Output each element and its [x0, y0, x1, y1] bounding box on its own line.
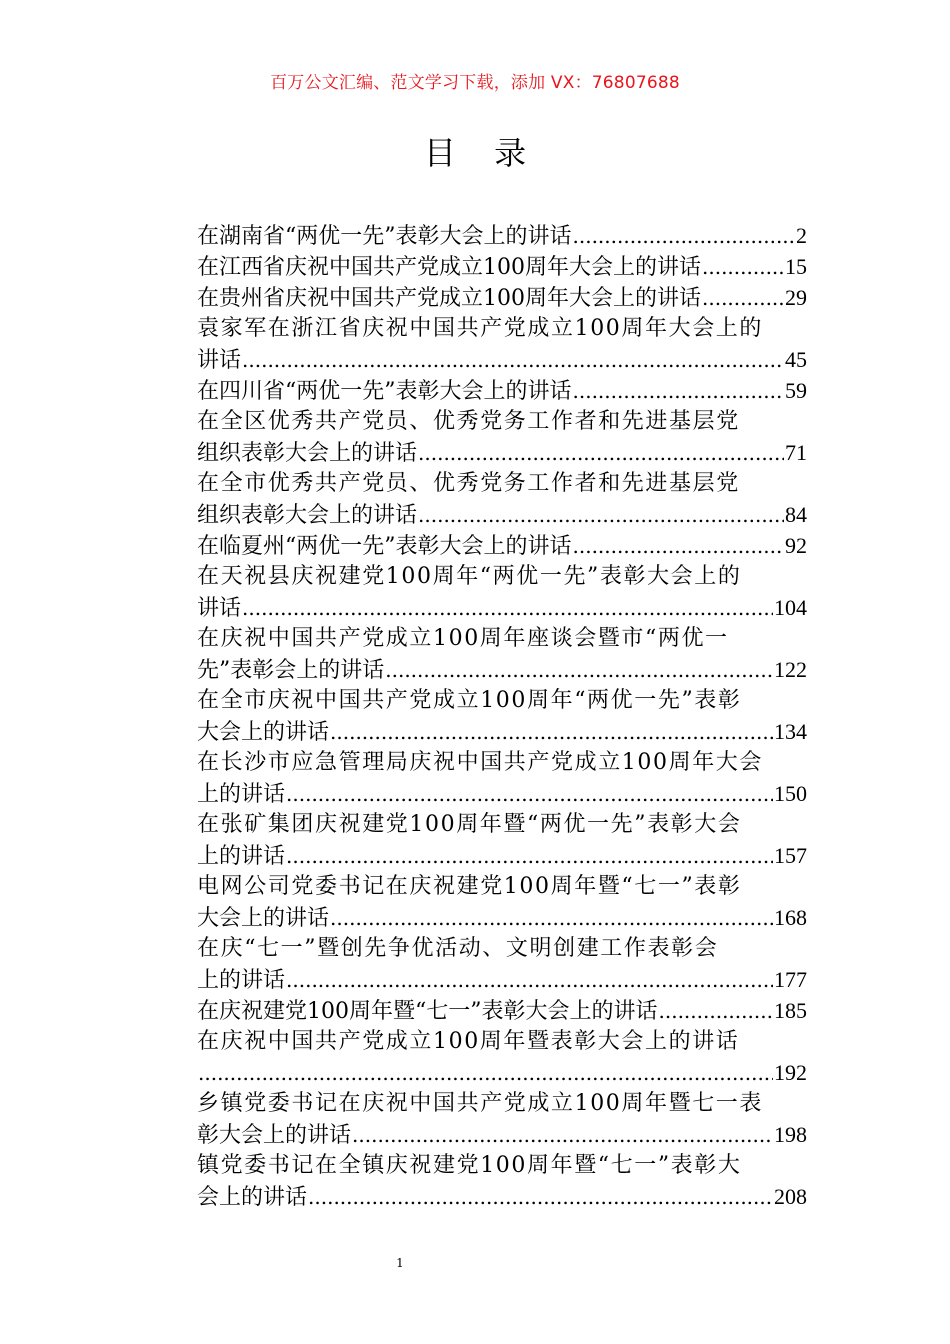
toc-entry[interactable]: [197, 375, 807, 406]
toc-entry-line2[interactable]: [197, 716, 807, 747]
toc-entry-line2[interactable]: [197, 1057, 807, 1088]
header-banner: 百万公文汇编、范文学习下载，添加 VX：76807688: [270, 73, 680, 93]
toc-entry-page: 29: [785, 285, 807, 310]
toc-entry-title: 在全市庆祝中国共产党成立100周年“两优一先”表彰: [197, 688, 742, 713]
toc-entry-title: 镇党委书记在全镇庆祝建党100周年暨“七一”表彰大: [197, 1153, 742, 1178]
toc-entry-title: 袁家军在浙江省庆祝中国共产党成立100周年大会上的: [197, 316, 763, 341]
toc-entry-title-cont: 彰大会上的讲话: [197, 1123, 352, 1148]
toc-entry-title-cont: 组织表彰大会上的讲话: [197, 503, 418, 528]
toc-entry-title-cont: 讲话: [197, 348, 242, 373]
toc-entry-page: 150: [774, 781, 807, 806]
toc-leader-dots: [308, 1182, 773, 1212]
toc-entry-line1[interactable]: [197, 871, 807, 902]
toc-leader-dots: [659, 996, 774, 1026]
toc-entry-line2[interactable]: [197, 964, 807, 995]
page-number: 1: [396, 1256, 404, 1270]
toc-entry-line1[interactable]: [197, 1026, 807, 1057]
table-of-contents: [197, 220, 807, 1212]
toc-leader-dots: [286, 779, 773, 809]
toc-entry-page: 185: [774, 998, 807, 1023]
toc-entry-page: 104: [774, 595, 807, 620]
toc-entry-page: 208: [774, 1184, 807, 1209]
toc-entry[interactable]: [197, 220, 807, 251]
toc-entry-title-cont: 组织表彰大会上的讲话: [197, 441, 418, 466]
toc-entry-line2[interactable]: [197, 840, 807, 871]
toc-leader-dots: [702, 283, 784, 313]
toc-entry-title: 在庆祝建党100周年暨“七一”表彰大会上的讲话: [197, 999, 658, 1024]
toc-entry-title-cont: 大会上的讲话: [197, 906, 330, 931]
toc-entry-title-cont: 上的讲话: [197, 968, 286, 993]
toc-entry-line2[interactable]: [197, 592, 807, 623]
toc-entry-page: 92: [785, 533, 807, 558]
toc-entry-line2[interactable]: [197, 437, 807, 468]
toc-leader-dots: [418, 500, 784, 530]
toc-entry-line2[interactable]: [197, 1119, 807, 1150]
toc-leader-dots: [352, 1120, 773, 1150]
toc-entry-page: 71: [785, 440, 807, 465]
toc-entry-title-cont: 讲话: [197, 596, 242, 621]
toc-entry-title: 在江西省庆祝中国共产党成立100周年大会上的讲话: [197, 255, 701, 280]
page-title: 目 录: [423, 134, 541, 172]
toc-leader-dots: [286, 841, 773, 871]
toc-entry-title: 在张矿集团庆祝建党100周年暨“两优一先”表彰大会: [197, 812, 742, 837]
toc-leader-dots: [573, 531, 785, 561]
toc-entry-line2[interactable]: [197, 499, 807, 530]
toc-entry-line1[interactable]: [197, 623, 807, 654]
toc-entry-page: 59: [785, 378, 807, 403]
toc-entry-line1[interactable]: [197, 1150, 807, 1181]
toc-entry-line2[interactable]: [197, 344, 807, 375]
toc-entry[interactable]: [197, 995, 807, 1026]
toc-entry-page: 45: [785, 347, 807, 372]
toc-entry-title-cont: 大会上的讲话: [197, 720, 330, 745]
toc-entry-page: 134: [774, 719, 807, 744]
toc-leader-dots: [573, 376, 785, 406]
toc-entry-line2[interactable]: [197, 1181, 807, 1212]
toc-entry-line2[interactable]: [197, 902, 807, 933]
toc-entry-title-cont: 会上的讲话: [197, 1185, 308, 1210]
toc-leader-dots: [418, 438, 784, 468]
toc-entry-line1[interactable]: [197, 933, 807, 964]
toc-entry-page: 168: [774, 905, 807, 930]
toc-entry-title: 电网公司党委书记在庆祝建党100周年暨“七一”表彰: [197, 874, 742, 899]
toc-entry-line1[interactable]: [197, 406, 807, 437]
toc-entry-title: 在临夏州“两优一先”表彰大会上的讲话: [197, 534, 572, 559]
toc-entry-title: 在全市优秀共产党员、优秀党务工作者和先进基层党: [197, 471, 740, 496]
toc-entry-line1[interactable]: [197, 1088, 807, 1119]
toc-leader-dots: [330, 903, 773, 933]
toc-entry-page: 84: [785, 502, 807, 527]
toc-leader-dots: [702, 252, 784, 282]
toc-entry-title: 在庆祝中国共产党成立100周年暨表彰大会上的讲话: [197, 1029, 740, 1054]
toc-entry-line1[interactable]: [197, 313, 807, 344]
toc-entry-title-cont: 上的讲话: [197, 844, 286, 869]
toc-entry-line1[interactable]: [197, 561, 807, 592]
toc-entry-line2[interactable]: [197, 778, 807, 809]
toc-entry-page: 198: [774, 1122, 807, 1147]
toc-entry-title: 在四川省“两优一先”表彰大会上的讲话: [197, 379, 572, 404]
toc-leader-dots: [198, 1058, 773, 1088]
toc-entry[interactable]: [197, 530, 807, 561]
toc-entry-title: 在庆“七一”暨创先争优活动、文明创建工作表彰会: [197, 936, 719, 961]
toc-entry-title: 在贵州省庆祝中国共产党成立100周年大会上的讲话: [197, 286, 701, 311]
toc-entry-page: 192: [774, 1060, 807, 1085]
toc-leader-dots: [242, 593, 773, 623]
toc-entry-title: 在天祝县庆祝建党100周年“两优一先”表彰大会上的: [197, 564, 742, 589]
toc-entry-title: 在湖南省“两优一先”表彰大会上的讲话: [197, 224, 572, 249]
toc-entry-title: 在庆祝中国共产党成立100周年座谈会暨市“两优一: [197, 626, 729, 651]
toc-entry-title-cont: 先”表彰会上的讲话: [197, 658, 385, 683]
toc-leader-dots: [286, 965, 773, 995]
toc-entry-line2[interactable]: [197, 654, 807, 685]
toc-entry-line1[interactable]: [197, 468, 807, 499]
toc-entry-title: 乡镇党委书记在庆祝中国共产党成立100周年暨七一表: [197, 1091, 763, 1116]
toc-leader-dots: [242, 345, 784, 375]
toc-entry-page: 157: [774, 843, 807, 868]
toc-entry[interactable]: [197, 282, 807, 313]
toc-entry-page: 177: [774, 967, 807, 992]
toc-entry-line1[interactable]: [197, 809, 807, 840]
toc-entry-page: 2: [796, 223, 807, 248]
toc-entry-title: 在长沙市应急管理局庆祝中国共产党成立100周年大会: [197, 750, 763, 775]
toc-entry-page: 122: [774, 657, 807, 682]
toc-entry-page: 15: [785, 254, 807, 279]
toc-entry-title: 在全区优秀共产党员、优秀党务工作者和先进基层党: [197, 409, 740, 434]
toc-leader-dots: [330, 717, 773, 747]
toc-entry-line1[interactable]: [197, 747, 807, 778]
toc-entry-line1[interactable]: [197, 685, 807, 716]
toc-entry[interactable]: [197, 251, 807, 282]
toc-leader-dots: [385, 655, 773, 685]
toc-entry-title-cont: 上的讲话: [197, 782, 286, 807]
toc-leader-dots: [573, 221, 796, 251]
